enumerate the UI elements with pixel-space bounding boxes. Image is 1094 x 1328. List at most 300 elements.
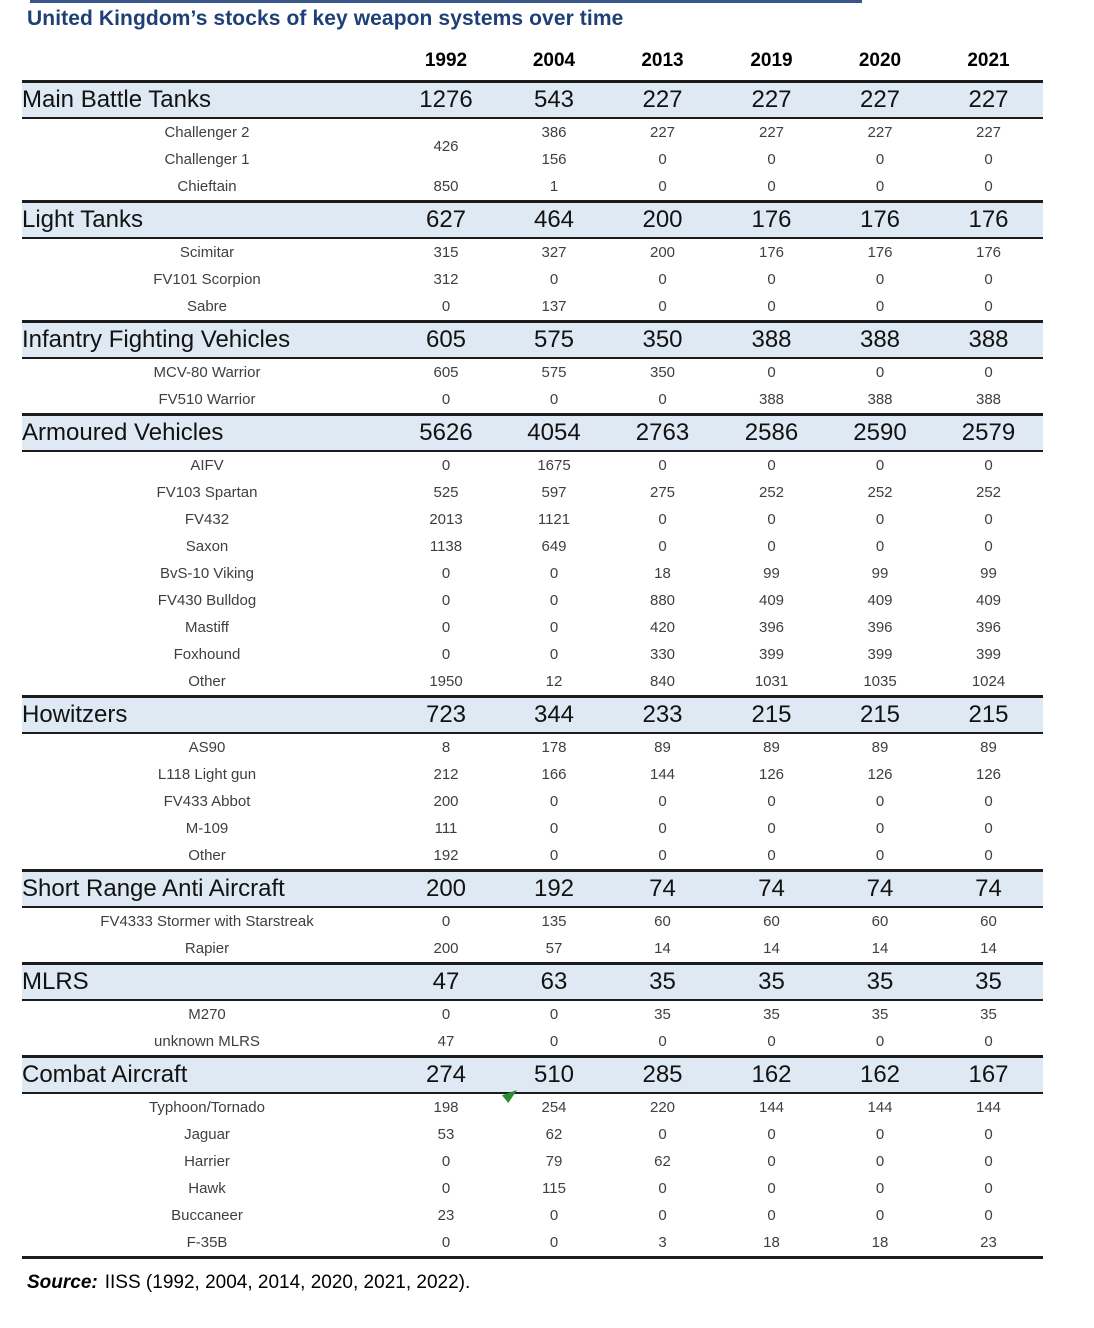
- row-label: unknown MLRS: [154, 1033, 260, 1050]
- value-cell: 0: [767, 1180, 776, 1197]
- row-label: FV430 Bulldog: [157, 592, 257, 609]
- section-total-cell: 162: [826, 1057, 934, 1094]
- value-cell: 14: [871, 940, 889, 957]
- value-cell: 0: [875, 457, 885, 474]
- table-row: [22, 641, 1043, 668]
- value-cell: 0: [767, 1126, 776, 1143]
- year-column-header: 2021: [967, 50, 1010, 71]
- value-cell: 330: [649, 646, 676, 663]
- value-cell: 0: [984, 1207, 993, 1224]
- value-cell: 60: [654, 913, 671, 930]
- row-label: Buccaneer: [171, 1207, 243, 1224]
- value-cell: 99: [871, 565, 889, 582]
- value-cell: 18: [654, 565, 671, 582]
- section-total-cell: 176: [717, 202, 826, 239]
- row-label: Foxhound: [173, 646, 241, 663]
- value-cell: 227: [867, 124, 893, 141]
- value-cell: 396: [975, 619, 1002, 636]
- section-label: MLRS: [22, 964, 392, 1001]
- value-cell: 212: [433, 766, 459, 783]
- table-row: [22, 614, 1043, 641]
- table-row: [22, 907, 1043, 935]
- value-cell: 200: [649, 244, 676, 261]
- section-row: [22, 964, 1043, 1001]
- table-row: [22, 1202, 1043, 1229]
- section-total-cell: 192: [500, 871, 608, 908]
- value-cell: 327: [541, 244, 567, 261]
- value-cell: 409: [975, 592, 1002, 609]
- year-column-header: 2013: [641, 50, 684, 71]
- value-cell: 0: [441, 913, 451, 930]
- value-cell: 409: [867, 592, 893, 609]
- row-label: FV103 Spartan: [156, 484, 258, 501]
- section-row: [22, 871, 1043, 908]
- value-cell: 0: [549, 1006, 559, 1023]
- value-cell: 144: [867, 1099, 893, 1116]
- section-group: [22, 697, 1043, 871]
- section-label: Main Battle Tanks: [22, 82, 392, 119]
- table-row: [22, 733, 1043, 761]
- value-cell: 396: [758, 619, 785, 636]
- table-row: [22, 1000, 1043, 1028]
- section-total-cell: 167: [934, 1057, 1043, 1094]
- value-cell: 275: [649, 484, 676, 501]
- value-cell: 0: [984, 793, 993, 810]
- section-row: [22, 322, 1043, 359]
- section-total-cell: 200: [392, 871, 500, 908]
- value-cell: 137: [541, 298, 567, 315]
- section-total-cell: 215: [934, 697, 1043, 734]
- value-cell: 0: [984, 364, 993, 381]
- value-cell: 649: [541, 538, 567, 555]
- value-cell: 111: [434, 820, 458, 837]
- section-group: [22, 871, 1043, 964]
- table-row: [22, 293, 1043, 322]
- section-total-cell: 2586: [717, 415, 826, 452]
- value-cell: 0: [767, 1207, 776, 1224]
- row-label: FV432: [184, 511, 230, 528]
- table-row: [22, 533, 1043, 560]
- value-cell: 1035: [863, 673, 897, 690]
- row-label: FV433 Abbot: [163, 793, 251, 810]
- value-cell: 0: [984, 1033, 993, 1050]
- value-cell: 178: [541, 739, 567, 756]
- value-cell: 60: [980, 913, 997, 930]
- section-total-cell: 605: [392, 322, 500, 359]
- section-total-cell: 350: [608, 322, 717, 359]
- value-cell: 2013: [429, 511, 463, 528]
- value-cell: 135: [541, 913, 567, 930]
- section-total-cell: 344: [500, 697, 608, 734]
- section-label: Combat Aircraft: [22, 1057, 392, 1094]
- value-cell: 0: [549, 565, 559, 582]
- value-cell: 0: [875, 298, 885, 315]
- value-cell: 144: [975, 1099, 1002, 1116]
- section-total-cell: 2763: [608, 415, 717, 452]
- value-cell: 0: [875, 1207, 885, 1224]
- section-total-cell: 35: [826, 964, 934, 1001]
- value-cell: 0: [767, 1153, 776, 1170]
- value-cell: 227: [975, 124, 1002, 141]
- value-cell: 0: [767, 151, 776, 168]
- value-cell: 47: [437, 1033, 455, 1050]
- value-cell: 252: [975, 484, 1002, 501]
- value-cell: 0: [658, 1126, 667, 1143]
- value-cell: 0: [875, 1126, 885, 1143]
- value-cell: 126: [867, 766, 893, 783]
- section-total-cell: 227: [826, 82, 934, 119]
- value-cell: 227: [649, 124, 676, 141]
- value-cell: 0: [441, 619, 451, 636]
- value-cell: 14: [980, 940, 997, 957]
- section-group: [22, 964, 1043, 1057]
- value-cell: 8: [441, 739, 451, 756]
- value-cell: 35: [871, 1006, 889, 1023]
- value-cell: 0: [549, 646, 559, 663]
- value-cell: 0: [441, 592, 451, 609]
- row-label: F-35B: [22, 1229, 392, 1258]
- value-cell: 880: [649, 592, 676, 609]
- section-total-cell: 162: [717, 1057, 826, 1094]
- section-row: [22, 1057, 1043, 1094]
- section-total-cell: 388: [934, 322, 1043, 359]
- section-total-cell: 35: [608, 964, 717, 1001]
- row-label: M-109: [185, 820, 229, 837]
- value-cell: 166: [541, 766, 567, 783]
- value-cell: 23: [437, 1207, 455, 1224]
- value-cell: 1950: [429, 673, 463, 690]
- value-cell: 0: [984, 151, 993, 168]
- value-cell: 0: [441, 1180, 451, 1197]
- value-cell: 0: [984, 538, 993, 555]
- value-cell: 0: [984, 271, 993, 288]
- row-label: Challenger 1: [164, 151, 250, 168]
- value-cell: 0: [875, 820, 885, 837]
- value-cell: 0: [441, 391, 451, 408]
- value-cell: 14: [763, 940, 780, 957]
- value-cell: 0: [984, 457, 993, 474]
- section-total-cell: 543: [500, 82, 608, 119]
- value-cell: 35: [980, 1006, 997, 1023]
- section-total-cell: 176: [934, 202, 1043, 239]
- value-cell: 60: [763, 913, 780, 930]
- section-label: Light Tanks: [22, 202, 392, 239]
- value-cell: 0: [984, 1180, 993, 1197]
- section-total-cell: 35: [717, 964, 826, 1001]
- value-cell: 0: [658, 178, 667, 195]
- row-label: M270: [188, 1006, 226, 1023]
- section-label: Short Range Anti Aircraft: [22, 871, 392, 908]
- value-cell: 0: [441, 565, 451, 582]
- year-header-row: [22, 48, 1043, 82]
- value-cell: 0: [984, 847, 993, 864]
- value-cell: 0: [549, 847, 559, 864]
- value-cell: 176: [975, 244, 1002, 261]
- source-note: [27, 1272, 470, 1294]
- row-label: Challenger 2: [164, 124, 250, 141]
- value-cell: 89: [980, 739, 997, 756]
- value-cell: 144: [649, 766, 676, 783]
- row-label: Other: [188, 673, 226, 690]
- row-label: FV4333 Stormer with Starstreak: [100, 913, 314, 930]
- row-label: Sabre: [186, 298, 228, 315]
- value-cell: 0: [984, 298, 993, 315]
- value-cell: 198: [433, 1099, 459, 1116]
- value-cell: 99: [980, 565, 997, 582]
- value-cell: 0: [767, 298, 776, 315]
- row-label: Typhoon/Tornado: [149, 1099, 265, 1116]
- value-cell: 220: [649, 1099, 676, 1116]
- value-cell: 575: [541, 364, 567, 381]
- value-cell: 144: [758, 1099, 785, 1116]
- table-row: [22, 587, 1043, 614]
- value-cell: 0: [984, 1153, 993, 1170]
- value-cell: 0: [658, 793, 667, 810]
- section-total-cell: 74: [608, 871, 717, 908]
- value-cell: 252: [758, 484, 785, 501]
- row-label: L118 Light gun: [157, 766, 257, 783]
- value-cell: 1: [549, 178, 559, 195]
- value-cell: 0: [875, 1153, 885, 1170]
- value-cell: 0: [658, 457, 667, 474]
- value-cell: 0: [875, 151, 885, 168]
- value-cell: 0: [549, 271, 559, 288]
- value-cell: 0: [767, 271, 776, 288]
- value-cell: 0: [984, 1126, 993, 1143]
- section-total-cell: 227: [608, 82, 717, 119]
- table-row: [22, 266, 1043, 293]
- row-label: Jaguar: [184, 1126, 230, 1143]
- table-row: [22, 358, 1043, 386]
- table-row: [22, 1148, 1043, 1175]
- table-row: [22, 1175, 1043, 1202]
- section-total-cell: 464: [500, 202, 608, 239]
- value-cell: 0: [875, 847, 885, 864]
- table-row: [22, 506, 1043, 533]
- section-total-cell: 176: [826, 202, 934, 239]
- table-row: [22, 560, 1043, 587]
- value-cell: 1138: [429, 538, 463, 555]
- section-total-cell: 388: [717, 322, 826, 359]
- value-cell: 1121: [537, 511, 571, 528]
- year-column-header: 2004: [532, 50, 576, 71]
- value-cell: 0: [875, 538, 885, 555]
- value-cell: 89: [763, 739, 780, 756]
- section-total-cell: 35: [934, 964, 1043, 1001]
- value-cell: 14: [654, 940, 671, 957]
- row-label: FV101 Scorpion: [153, 271, 261, 288]
- source-text: IISS (1992, 2004, 2014, 2020, 2021, 2022).: [104, 1272, 471, 1293]
- value-cell: 89: [654, 739, 671, 756]
- section-total-cell: 63: [500, 964, 608, 1001]
- section-group: [22, 1057, 1043, 1258]
- section-total-cell: 5626: [392, 415, 500, 452]
- value-cell: 227: [758, 124, 785, 141]
- section-row: [22, 82, 1043, 119]
- row-label: Chieftain: [177, 178, 237, 195]
- section-total-cell: 2590: [826, 415, 934, 452]
- value-cell: 399: [867, 646, 893, 663]
- row-label: Saxon: [185, 538, 229, 555]
- section-total-cell: 227: [717, 82, 826, 119]
- section-group: [22, 82, 1043, 202]
- value-cell: 0: [549, 592, 559, 609]
- table-row: [22, 451, 1043, 479]
- value-cell: 57: [545, 940, 563, 957]
- value-cell: 99: [763, 565, 780, 582]
- section-total-cell: 74: [717, 871, 826, 908]
- value-cell: 0: [984, 178, 993, 195]
- table-row: [22, 668, 1043, 697]
- value-cell: 115: [542, 1180, 566, 1197]
- value-cell: 0: [392, 1229, 500, 1258]
- section-label: Infantry Fighting Vehicles: [22, 322, 392, 359]
- table-row: [22, 386, 1043, 415]
- value-cell: 315: [433, 244, 459, 261]
- value-cell: 0: [441, 1153, 451, 1170]
- table-row: [22, 118, 1043, 146]
- value-cell: 0: [658, 847, 667, 864]
- value-cell: 396: [867, 619, 893, 636]
- value-cell: 18: [826, 1229, 934, 1258]
- section-total-cell: 388: [826, 322, 934, 359]
- value-cell: 0: [767, 538, 776, 555]
- section-total-cell: 723: [392, 697, 500, 734]
- row-label: Other: [188, 847, 226, 864]
- value-cell: 23: [934, 1229, 1043, 1258]
- value-cell: 18: [717, 1229, 826, 1258]
- value-cell: 0: [875, 1180, 885, 1197]
- value-cell: 0: [658, 1033, 667, 1050]
- value-cell: 350: [649, 364, 676, 381]
- row-label: Mastiff: [185, 619, 229, 636]
- section-total-cell: 47: [392, 964, 500, 1001]
- section-total-cell: 1276: [392, 82, 500, 119]
- value-cell: 0: [875, 511, 885, 528]
- value-cell: 0: [549, 820, 559, 837]
- row-label: BvS-10 Viking: [160, 565, 254, 582]
- value-cell: 525: [433, 484, 459, 501]
- value-cell: 0: [658, 271, 667, 288]
- value-cell: 60: [871, 913, 889, 930]
- section-label: Armoured Vehicles: [22, 415, 392, 452]
- value-cell: 35: [654, 1006, 671, 1023]
- year-column-header: 1992: [424, 50, 468, 71]
- clipped-text-remnant: [30, 0, 862, 3]
- section-group: [22, 322, 1043, 415]
- value-cell: 605: [433, 364, 459, 381]
- section-row: [22, 415, 1043, 452]
- source-label: Source:: [27, 1272, 98, 1293]
- value-cell: 0: [767, 793, 776, 810]
- section-total-cell: 74: [826, 871, 934, 908]
- section-total-cell: 74: [934, 871, 1043, 908]
- row-label: Rapier: [184, 940, 230, 957]
- weapons-table-head: [22, 48, 1043, 82]
- value-cell: 0: [549, 1207, 559, 1224]
- value-cell: 0: [549, 619, 559, 636]
- table-row: [22, 788, 1043, 815]
- value-cell: 1031: [754, 673, 789, 690]
- value-cell: 388: [975, 391, 1002, 408]
- value-cell: 0: [658, 538, 667, 555]
- row-label: Harrier: [184, 1153, 230, 1170]
- value-cell: 840: [649, 673, 676, 690]
- value-cell: 192: [433, 847, 459, 864]
- value-cell: 0: [549, 1033, 559, 1050]
- corner-cell: [22, 48, 392, 82]
- section-group: [22, 202, 1043, 322]
- value-cell: 0: [875, 793, 885, 810]
- value-cell: 12: [545, 673, 563, 690]
- year-column-header: 2020: [858, 50, 902, 71]
- value-cell: 126: [975, 766, 1002, 783]
- row-label: Scimitar: [179, 244, 235, 261]
- value-cell: 1024: [971, 673, 1006, 690]
- value-cell-merged: 426: [433, 137, 459, 155]
- value-cell: 0: [767, 1033, 776, 1050]
- value-cell: 399: [975, 646, 1002, 663]
- value-cell: 0: [767, 847, 776, 864]
- section-total-cell: 200: [608, 202, 717, 239]
- table-row: [22, 842, 1043, 871]
- value-cell: 0: [875, 271, 885, 288]
- value-cell: 0: [658, 391, 667, 408]
- value-cell: 0: [658, 820, 667, 837]
- value-cell: 252: [867, 484, 893, 501]
- row-label: AIFV: [190, 457, 224, 474]
- value-cell: 0: [549, 793, 559, 810]
- section-row: [22, 202, 1043, 239]
- value-cell: 0: [549, 391, 559, 408]
- value-cell: 126: [758, 766, 785, 783]
- table-title: United Kingdom’s stocks of key weapon systems over time: [27, 7, 624, 30]
- value-cell: 1675: [537, 457, 571, 474]
- value-cell: 0: [658, 1207, 667, 1224]
- value-cell: 388: [867, 391, 893, 408]
- value-cell: 409: [758, 592, 785, 609]
- table-row: [22, 935, 1043, 964]
- value-cell: 0: [767, 511, 776, 528]
- section-total-cell: 215: [826, 697, 934, 734]
- section-label: Howitzers: [22, 697, 392, 734]
- value-cell: 0: [658, 298, 667, 315]
- value-cell: 0: [658, 151, 667, 168]
- section-total-cell: 215: [717, 697, 826, 734]
- value-cell: 0: [767, 178, 776, 195]
- year-column-header: 2019: [750, 50, 793, 71]
- value-cell: 0: [441, 457, 451, 474]
- value-cell: 156: [541, 151, 567, 168]
- table-row: [22, 1093, 1043, 1121]
- value-cell: 35: [763, 1006, 780, 1023]
- value-cell: 0: [875, 364, 885, 381]
- value-cell: 0: [441, 298, 451, 315]
- value-cell: 89: [871, 739, 889, 756]
- value-cell: 0: [767, 364, 776, 381]
- table-row: [22, 479, 1043, 506]
- value-cell: 0: [984, 820, 993, 837]
- value-cell: 420: [649, 619, 676, 636]
- value-cell: 0: [441, 1006, 451, 1023]
- value-cell: 200: [433, 793, 459, 810]
- value-cell: 388: [758, 391, 785, 408]
- row-label: MCV-80 Warrior: [153, 364, 261, 381]
- table-row: [22, 761, 1043, 788]
- section-total-cell: 285: [608, 1057, 717, 1094]
- section-total-cell: 233: [608, 697, 717, 734]
- value-cell: 176: [867, 244, 893, 261]
